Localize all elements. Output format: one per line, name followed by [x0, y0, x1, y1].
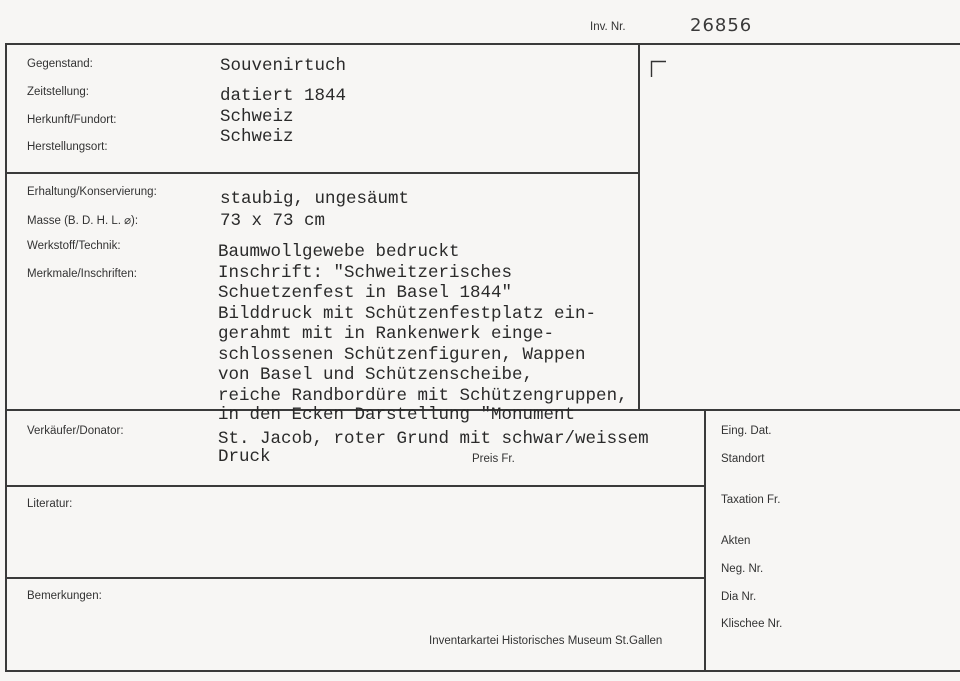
- merkmale-line: St. Jacob, roter Grund mit schwar/weissem: [218, 429, 649, 449]
- label-erhaltung: Erhaltung/Konservierung:: [27, 186, 157, 198]
- label-herkunft: Herkunft/Fundort:: [27, 114, 117, 126]
- inv-nr-label: Inv. Nr.: [590, 21, 626, 33]
- label-klischee-nr: Klischee Nr.: [721, 618, 783, 630]
- rule-left: [5, 43, 7, 670]
- label-merkmale: Merkmale/Inschriften:: [27, 268, 137, 280]
- label-bemerkungen: Bemerkungen:: [27, 590, 102, 602]
- label-standort: Standort: [721, 453, 765, 465]
- label-literatur: Literatur:: [27, 498, 73, 510]
- merkmale-line: von Basel und Schützenscheibe,: [218, 365, 534, 385]
- value-masse: 73 x 73 cm: [220, 211, 326, 231]
- rule-photo-box: [638, 43, 640, 409]
- label-dia-nr: Dia Nr.: [721, 591, 757, 603]
- merkmale-line: Schuetzenfest in Basel 1844": [218, 283, 513, 303]
- label-preis: Preis Fr.: [472, 453, 515, 465]
- merkmale-line: gerahmt mit in Rankenwerk einge-: [218, 324, 555, 344]
- value-herkunft: Schweiz: [220, 107, 294, 127]
- value-erhaltung: staubig, ungesäumt: [220, 189, 410, 209]
- merkmale-line: Inschrift: "Schweitzerisches: [218, 263, 513, 283]
- rule-bottom: [5, 670, 960, 672]
- value-gegenstand: Souvenirtuch: [220, 56, 347, 76]
- label-masse: Masse (B. D. H. L. ⌀):: [27, 215, 139, 227]
- merkmale-line: reiche Randbordüre mit Schützengruppen,: [218, 386, 628, 406]
- rule-top: [5, 43, 960, 45]
- label-verkaeufer: Verkäufer/Donator:: [27, 425, 124, 437]
- merkmale-line: schlossenen Schützenfiguren, Wappen: [218, 345, 586, 365]
- rule-section-3: [5, 485, 705, 487]
- merkmale-line: Druck: [218, 447, 271, 467]
- label-gegenstand: Gegenstand:: [27, 58, 93, 70]
- value-werkstoff: Baumwollgewebe bedruckt: [218, 242, 460, 262]
- archive-footer: Inventarkartei Historisches Museum St.Gallen: [429, 635, 663, 647]
- label-herstellungsort: Herstellungsort:: [27, 141, 108, 153]
- merkmale-line: in den Ecken Darstellung "Monument: [218, 405, 576, 425]
- value-herstellungsort: Schweiz: [220, 127, 294, 147]
- corner-mark: [650, 60, 668, 78]
- label-neg-nr: Neg. Nr.: [721, 563, 764, 575]
- label-werkstoff: Werkstoff/Technik:: [27, 240, 121, 252]
- rule-section-1: [5, 172, 640, 174]
- merkmale-line: Bilddruck mit Schützenfestplatz ein-: [218, 304, 597, 324]
- label-zeitstellung: Zeitstellung:: [27, 86, 90, 98]
- value-zeitstellung: datiert 1844: [220, 86, 347, 106]
- rule-right-column: [704, 409, 706, 670]
- rule-section-4: [5, 577, 705, 579]
- label-akten: Akten: [721, 535, 751, 547]
- inv-number: 26856: [690, 15, 753, 36]
- label-eing-dat: Eing. Dat.: [721, 425, 772, 437]
- label-taxation: Taxation Fr.: [721, 494, 781, 506]
